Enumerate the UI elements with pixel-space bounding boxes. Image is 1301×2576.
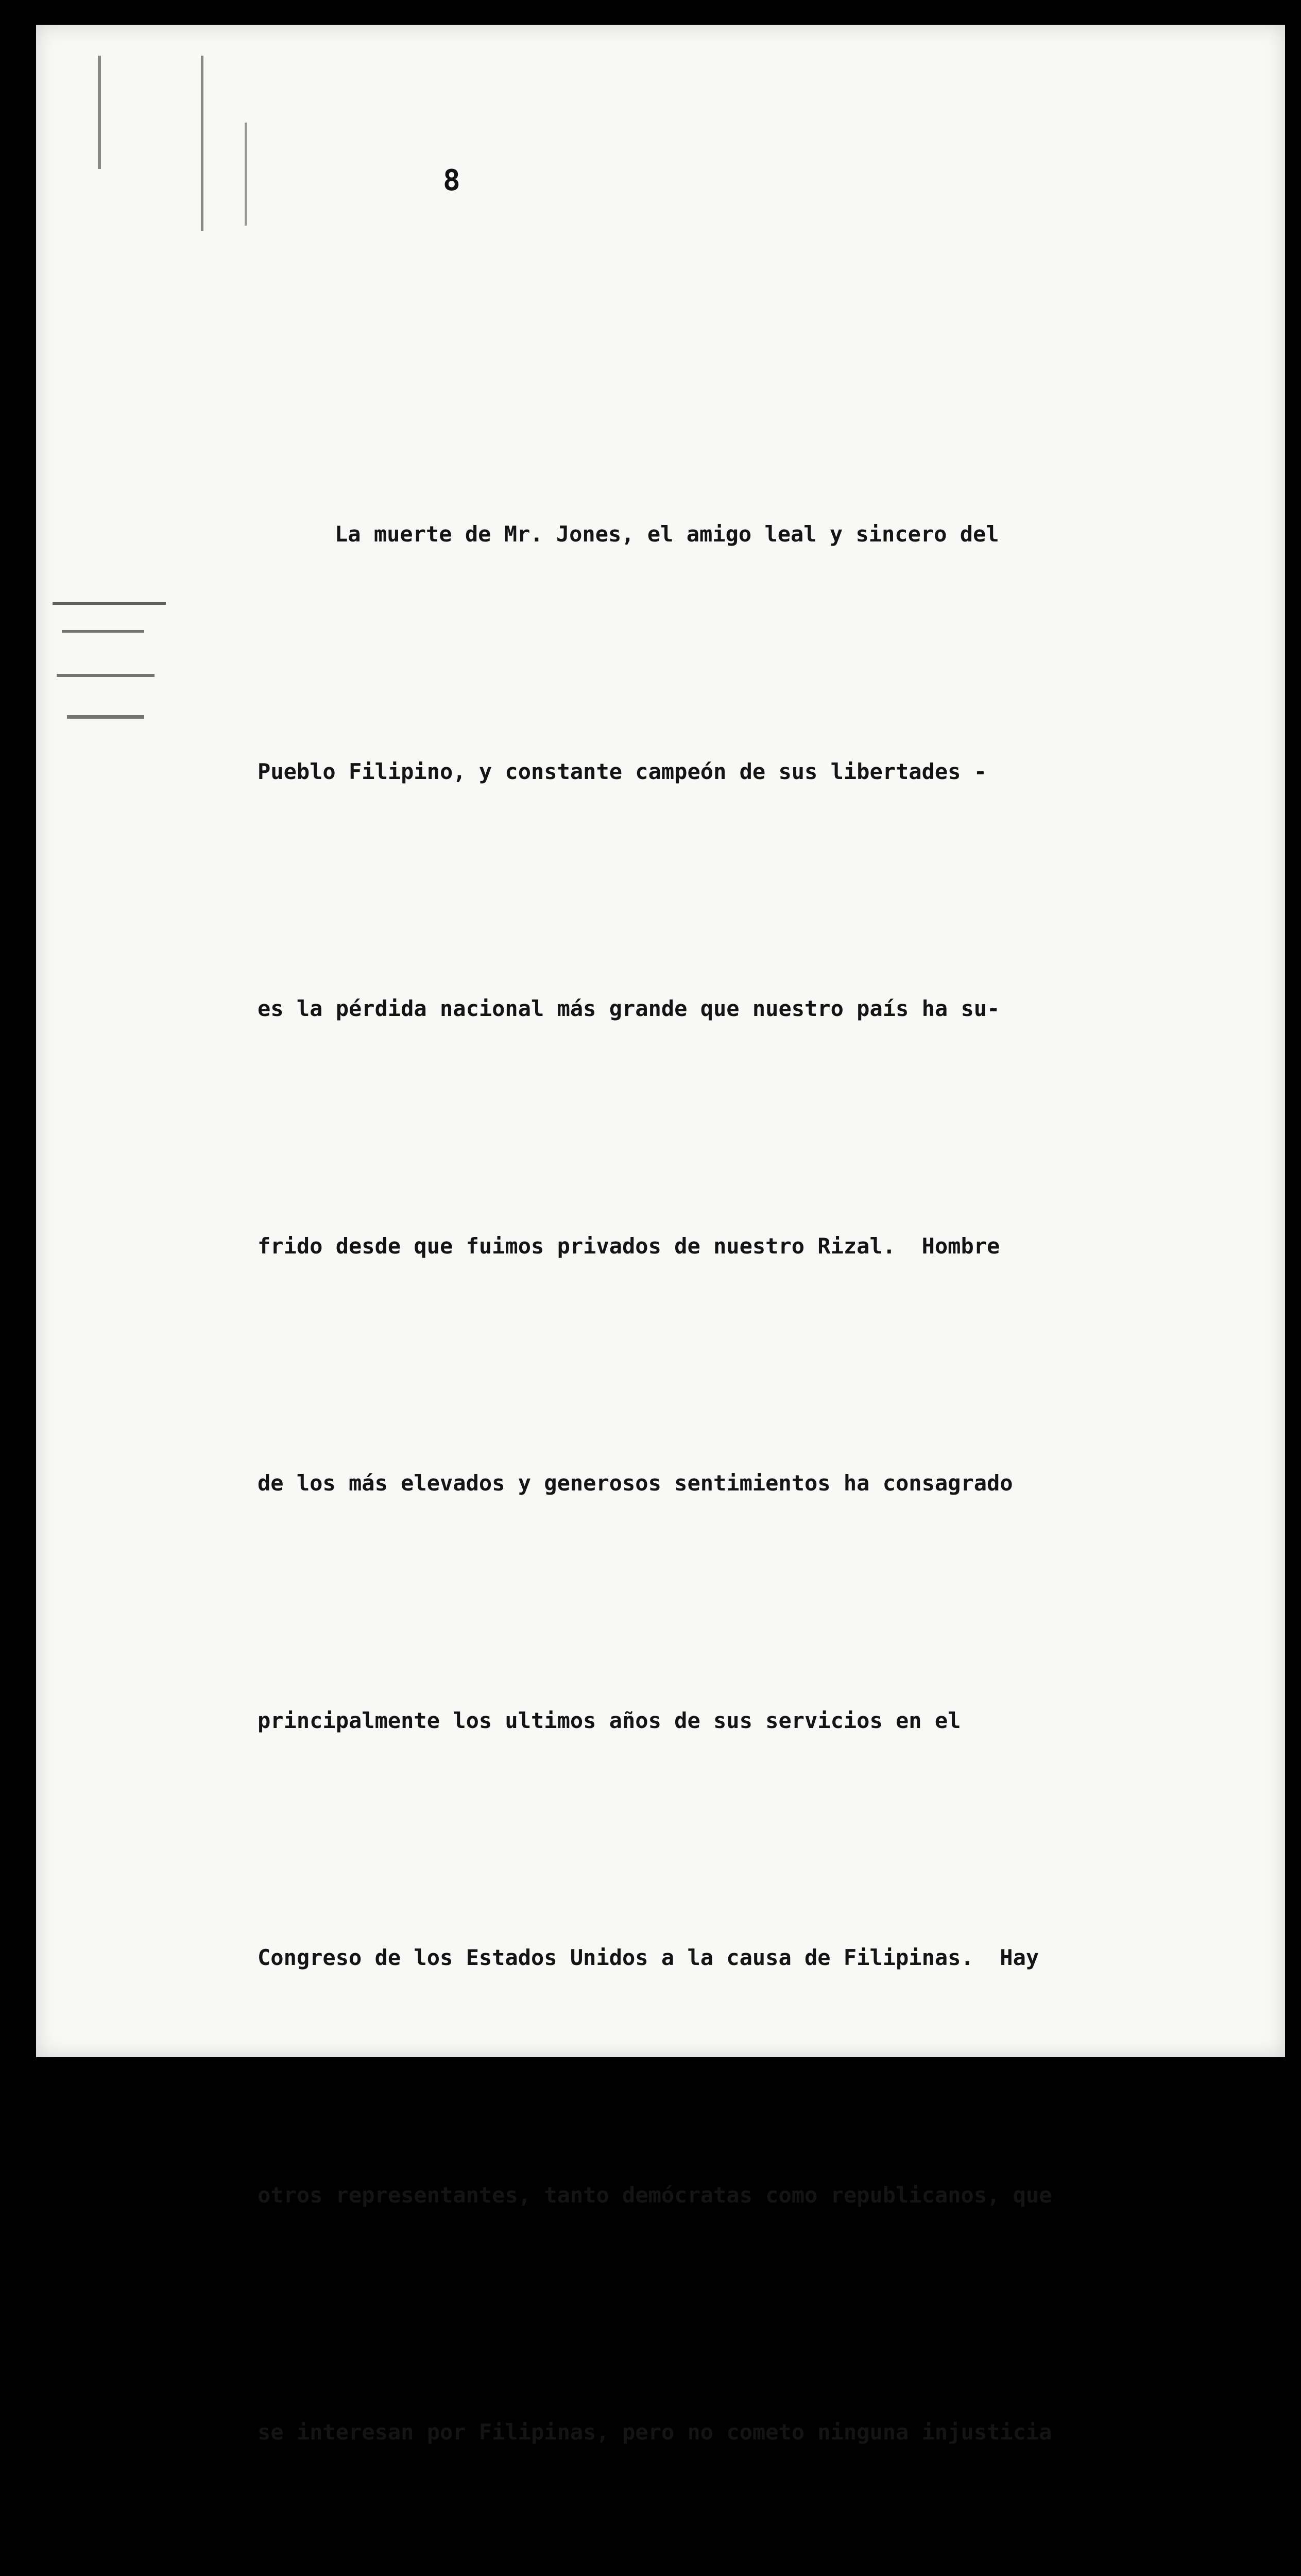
text-line: La muerte de Mr. Jones, el amigo leal y sincero del <box>335 521 999 547</box>
ink-smudge <box>67 715 144 719</box>
text-line: se interesan por Filipinas, pero no cometo ninguna injusticia <box>258 2419 1052 2445</box>
page-number: 8 <box>443 164 460 197</box>
body-text <box>258 336 1282 2576</box>
text-line: otros representantes, tanto demócratas como republicanos, que <box>258 2182 1052 2208</box>
text-line: Pueblo Filipino, y constante campeón de sus libertades - <box>258 758 987 784</box>
ink-smudge <box>57 674 155 677</box>
text-line: principalmente los ultimos años de sus servicios en el <box>258 1707 961 1733</box>
text-line: es la pérdida nacional más grande que nuestro país ha su- <box>258 996 1000 1021</box>
text-line: Congreso de los Estados Unidos a la causa de Filipinas. Hay <box>258 1945 1039 1970</box>
ink-smudge <box>201 56 203 231</box>
ink-smudge <box>62 630 144 633</box>
document-page <box>36 25 1285 2445</box>
text-line: frido desde que fuimos privados de nuestro Rizal. Hombre <box>258 1233 1000 1259</box>
ink-smudge <box>53 602 166 605</box>
ink-smudge <box>245 123 247 226</box>
text-line: de los más elevados y generosos sentimientos ha consagrado <box>258 1470 1013 1496</box>
ink-smudge <box>98 56 101 169</box>
